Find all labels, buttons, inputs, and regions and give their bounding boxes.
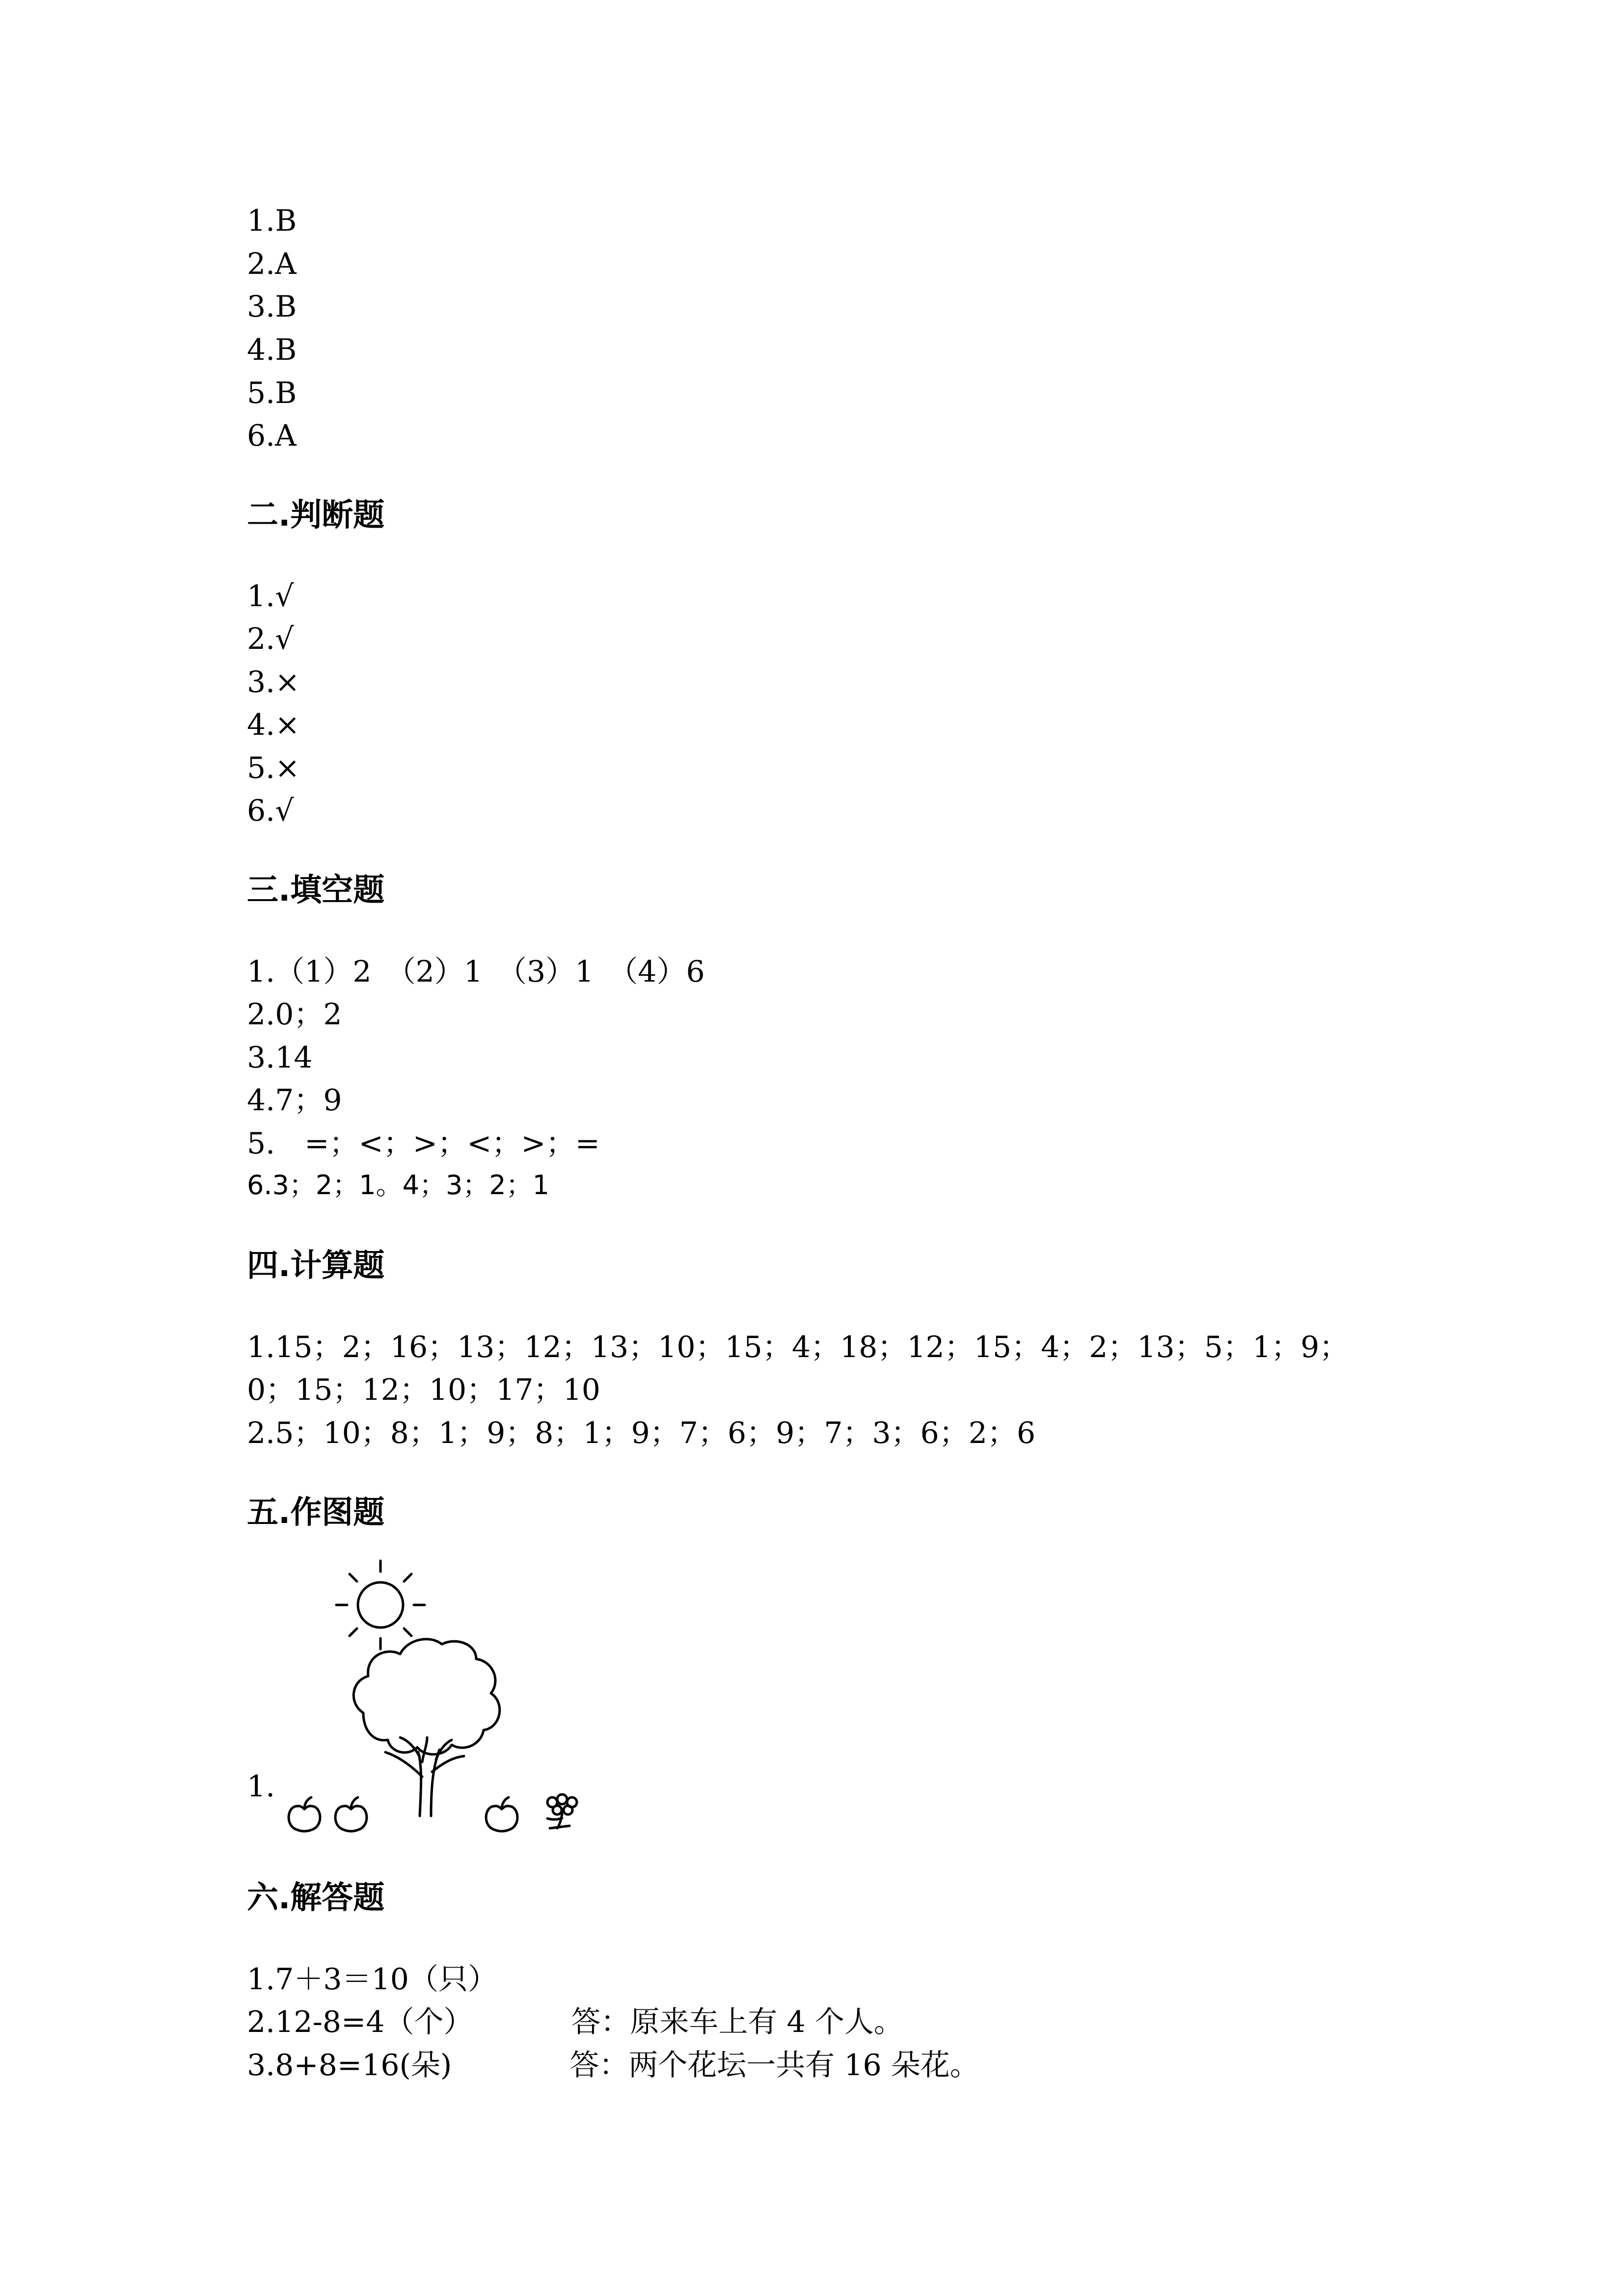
calc-answer-2: 2.5；10；8；1；9；8；1；9；7；6；9；7；3；6；2；6	[247, 1416, 1036, 1450]
calc-answer-1: 1.15；2；16；13；12；13；10；15；4；18；12；15；4；2；13；5；1；9；	[247, 1330, 1349, 1364]
drawing-item-label: 1.	[247, 1769, 275, 1804]
fill-answer-5: 5. =；<；>；<；>；=	[247, 1126, 600, 1161]
apple-icon	[486, 1797, 517, 1831]
choice-answer-6: 6.A	[247, 419, 297, 453]
choice-answer-3: 3.B	[247, 290, 297, 324]
solution-2	[247, 2007, 903, 2037]
solution-3	[247, 2048, 979, 2082]
judgment-answer-6: 6.√	[247, 794, 294, 828]
fill-answer-4: 4.7；9	[247, 1083, 342, 1118]
solution-1-calc: 1.7＋3＝10（只）	[247, 1962, 497, 1997]
solution-2-answer: 答：原来车上有 4 个人。	[571, 2005, 903, 2039]
tree-icon	[353, 1639, 499, 1816]
flower-icon	[547, 1794, 577, 1828]
judgment-answer-3: 3.×	[247, 665, 300, 699]
solution-2-calc: 2.12-8=4（个）	[247, 2005, 473, 2039]
choice-answer-1: 1.B	[247, 204, 297, 238]
apple-icon	[289, 1797, 320, 1831]
solution-3-calc: 3.8+8=16(朵)	[247, 2048, 452, 2082]
calc-answer-1-cont: 0；15；12；10；17；10	[247, 1373, 600, 1407]
judgment-answer-2: 2.√	[247, 622, 294, 656]
judgment-answer-1: 1.√	[247, 579, 294, 614]
fill-answer-2: 2.0；2	[247, 997, 342, 1032]
choice-answer-4: 4.B	[247, 333, 297, 367]
section-heading-drawing: 五.作图题	[247, 1495, 385, 1531]
choice-answer-2: 2.A	[247, 247, 297, 281]
section-heading-judgment: 二.判断题	[247, 497, 385, 534]
fill-answer-6: 6.3；2；1。4；3；2；1	[247, 1170, 550, 1201]
section-heading-calculation: 四.计算题	[247, 1248, 385, 1284]
sun-icon	[336, 1561, 425, 1649]
section-heading-solutions: 六.解答题	[247, 1880, 385, 1916]
solution-3-answer: 答：两个花坛一共有 16 朵花。	[569, 2048, 979, 2082]
choice-answer-5: 5.B	[247, 376, 297, 410]
judgment-answer-4: 4.×	[247, 708, 300, 742]
drawing-illustration	[275, 1551, 599, 1845]
judgment-answer-5: 5.×	[247, 751, 300, 785]
solution-1	[247, 1962, 497, 1997]
section-heading-fill-blank: 三.填空题	[247, 872, 385, 908]
fill-answer-3: 3.14	[247, 1041, 313, 1075]
fill-answer-1: 1.（1）2 （2）1 （3）1 （4）6	[247, 955, 705, 989]
apple-icon	[335, 1797, 367, 1831]
